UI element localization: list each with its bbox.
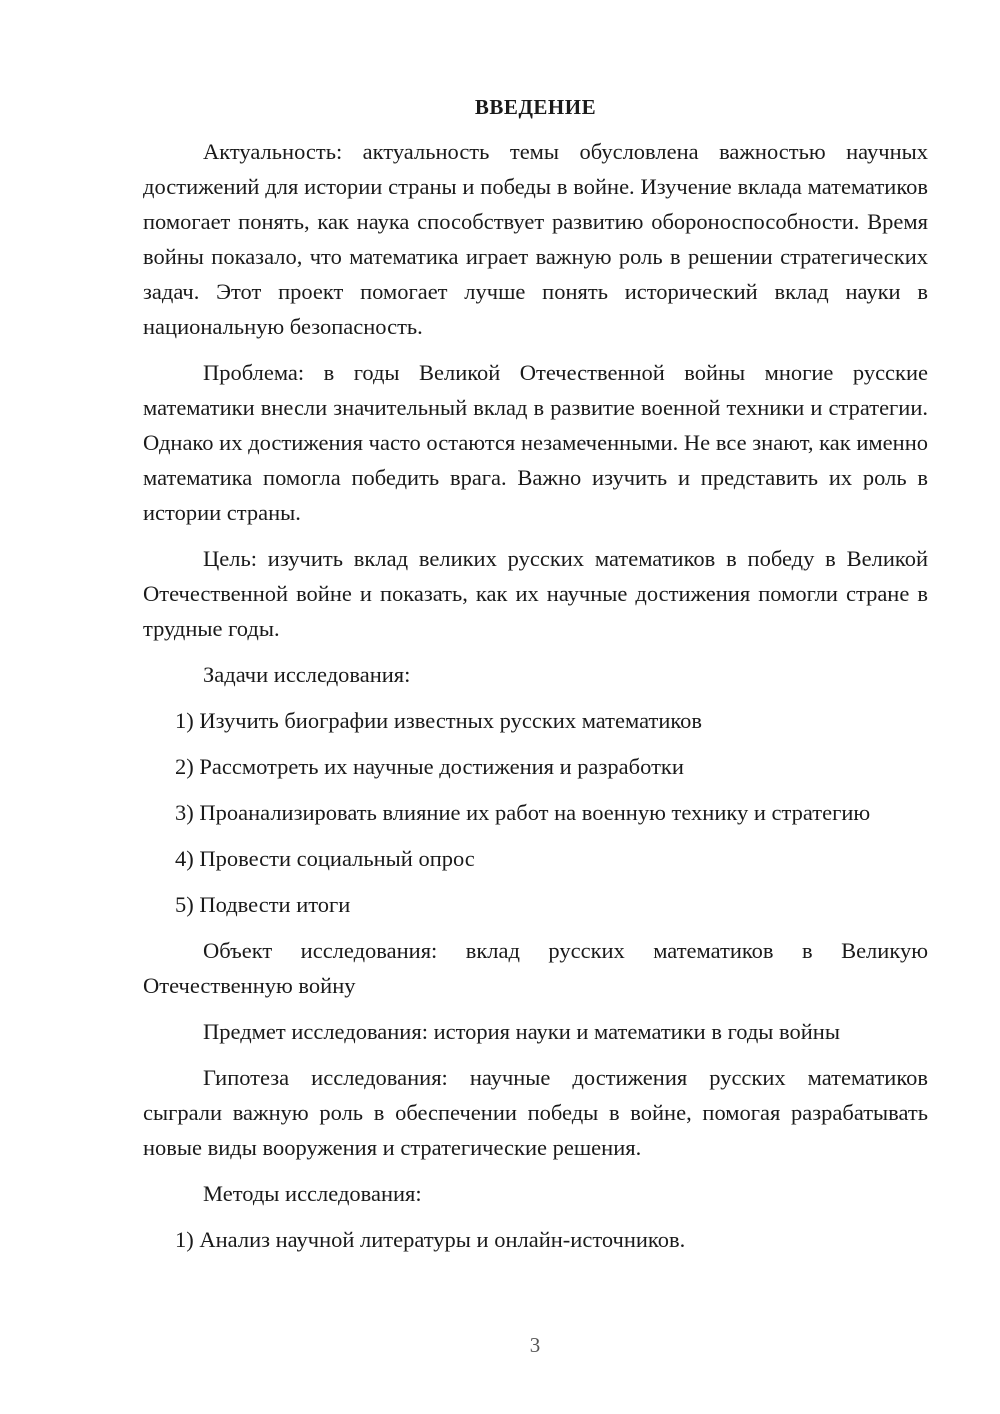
- paragraph-methods-heading: Методы исследования:: [203, 1181, 422, 1206]
- list-item-method-1: 1) Анализ научной литературы и онлайн-источников.: [175, 1227, 686, 1252]
- document-page: [143, 92, 928, 1268]
- section-title: ВВЕДЕНИЕ: [474, 95, 597, 119]
- page-number: 3: [529, 1333, 541, 1357]
- list-item-task-5: 5) Подвести итоги: [175, 892, 351, 917]
- paragraph-tasks-heading: Задачи исследования:: [203, 662, 411, 687]
- list-item-task-2: 2) Рассмотреть их научные достижения и разработки: [175, 754, 684, 779]
- paragraph-problem: Проблема: в годы Великой Отечественной войны многие русские математики внесли значительный вклад в развитие военной техники и стратегии. Однако их достижения часто остаются незамеченными. Не все знают, как именно математика помогла победить врага. Важно изучить и представить их роль в истории страны.: [143, 360, 928, 525]
- paragraph-hypothesis: Гипотеза исследования: научные достижения русских математиков сыграли важную роль в обеспечении победы в войне, помогая разрабатывать новые виды вооружения и стратегические решения.: [143, 1065, 928, 1160]
- paragraph-relevance: Актуальность: актуальность темы обусловлена важностью научных достижений для истории страны и победы в войне. Изучение вклада математиков помогает понять, как наука способствует развитию обороноспособности. Время войны показало, что математика играет важную роль в решении стратегических задач. Этот проект помогает лучше понять исторический вклад науки в национальную безопасность.: [143, 139, 928, 339]
- list-item-task-3: 3) Проанализировать влияние их работ на военную технику и стратегию: [175, 800, 871, 825]
- list-item-task-4: 4) Провести социальный опрос: [175, 846, 475, 871]
- list-item-task-1: 1) Изучить биографии известных русских математиков: [175, 708, 703, 733]
- paragraph-goal: Цель: изучить вклад великих русских математиков в победу в Великой Отечественной войне и показать, как их научные достижения помогли стране в трудные годы.: [143, 546, 928, 641]
- paragraph-subject: Предмет исследования: история науки и математики в годы войны: [203, 1019, 840, 1044]
- paragraph-object: Объект исследования: вклад русских математиков в Великую Отечественную войну: [143, 938, 928, 998]
